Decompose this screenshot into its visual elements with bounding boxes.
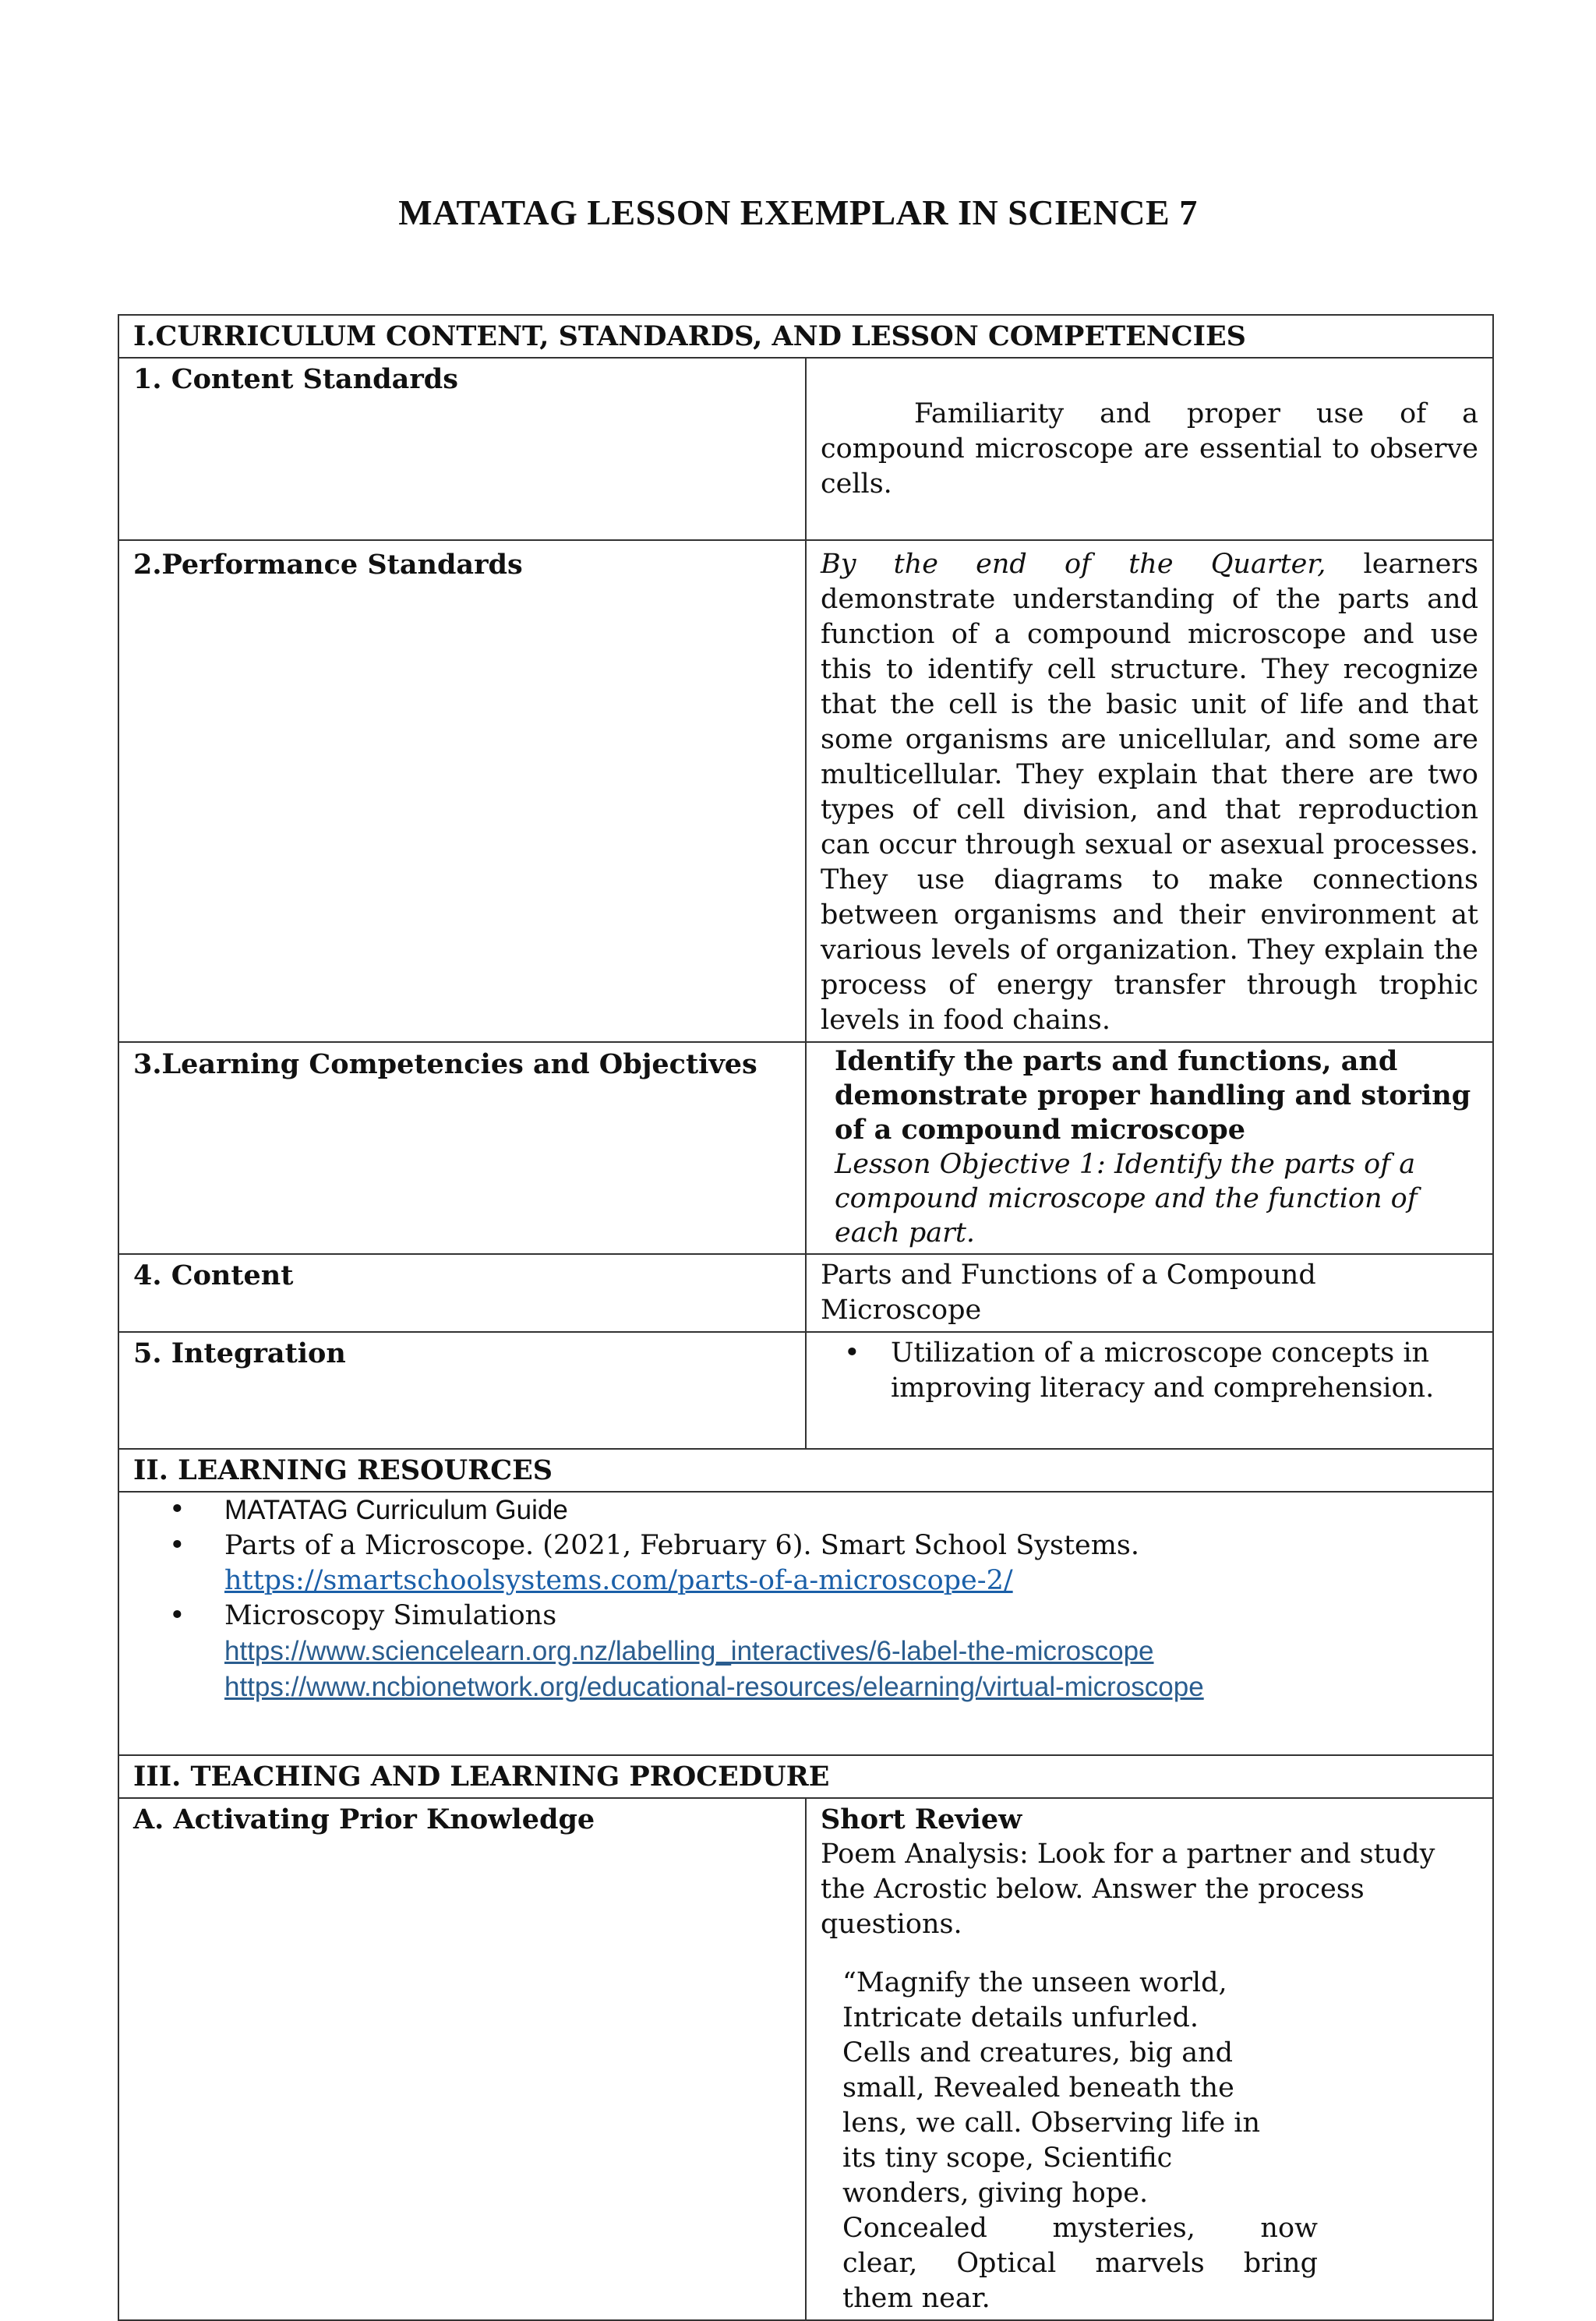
short-review-heading: Short Review	[821, 1803, 1022, 1835]
resource-item-simulations	[119, 1599, 1478, 1705]
learning-competencies-cell	[806, 1042, 1493, 1254]
performance-standards-body: learners demonstrate understanding of the parts and function of a compound microscope and use this to identify cell structure. They recognize that the cell is the basic unit of life and that some organisms are unicellular, and some are multicellular. They explain that there are two types of cell division, and that reproduction can occur through sexual or asexual processes. They use diagrams to make connections between organisms and their environment at various levels of organization. They explain the process of energy transfer through trophic levels in food chains.	[821, 549, 1478, 1036]
poem-line: clear, Optical marvels bring	[842, 2248, 1318, 2279]
content-standards-label: 1. Content Standards	[118, 358, 806, 540]
performance-standards-label: 2.Performance Standards	[118, 540, 806, 1042]
poem-line: Intricate details unfurled.	[842, 2002, 1199, 2033]
integration-cell	[806, 1332, 1493, 1449]
integration-item-text: Utilization of a microscope concepts in improving literacy and comprehension.	[891, 1337, 1435, 1404]
content-label: 4. Content	[118, 1254, 806, 1332]
activating-cell	[806, 1798, 1493, 2320]
poem-line: “Magnify the unseen world,	[842, 1967, 1227, 1998]
resource-item-guide	[119, 1493, 1478, 1528]
poem-instructions: Poem Analysis: Look for a partner and study the Acrostic below. Answer the process questions.	[821, 1839, 1435, 1940]
resource-bullet: •	[169, 1494, 185, 1525]
integration-label: 5. Integration	[118, 1332, 806, 1449]
resource-simulation-link-1[interactable]: https://www.sciencelearn.org.nz/labelling_interactives/6-label-the-microscope	[224, 1636, 1154, 1666]
resource-item-parts	[119, 1528, 1478, 1599]
integration-item	[821, 1336, 1478, 1406]
poem-line: Cells and creatures, big and	[842, 2037, 1234, 2068]
resource-simulations-text: Microscopy Simulations	[224, 1600, 557, 1631]
resource-bullet: •	[169, 1530, 185, 1561]
resource-guide-text: MATATAG Curriculum Guide	[224, 1495, 568, 1525]
document-title: MATATAG LESSON EXEMPLAR IN SCIENCE 7	[398, 193, 1198, 232]
lesson-table	[118, 314, 1494, 2321]
lesson-objective-text: Lesson Objective 1: Identify the parts of a compound microscope and the function of each part.	[835, 1149, 1418, 1249]
poem-line: lens, we call. Observing life in	[842, 2107, 1261, 2139]
performance-standards-intro: By the end of the Quarter,	[821, 549, 1326, 580]
resource-bullet: •	[169, 1600, 185, 1631]
section-1-heading: I.CURRICULUM CONTENT, STANDARDS, AND LESSON COMPETENCIES	[118, 315, 1493, 358]
section-2-heading: II. LEARNING RESOURCES	[118, 1449, 1493, 1492]
integration-bullet: •	[844, 1337, 860, 1369]
competency-text: Identify the parts and functions, and demonstrate proper handling and storing of a compound microscope	[835, 1045, 1471, 1146]
resource-parts-link[interactable]: https://smartschoolsystems.com/parts-of-a-microscope-2/	[224, 1565, 1013, 1596]
section-3-heading: III. TEACHING AND LEARNING PROCEDURE	[118, 1755, 1493, 1798]
poem-line: them near.	[842, 2283, 990, 2314]
content-text: Parts and Functions of a Compound Microscope	[806, 1254, 1493, 1332]
resources-cell	[118, 1492, 1493, 1755]
poem-line: small, Revealed beneath the	[842, 2072, 1234, 2104]
activating-label: A. Activating Prior Knowledge	[118, 1798, 806, 2320]
resource-parts-text: Parts of a Microscope. (2021, February 6). Smart School Systems.	[224, 1530, 1140, 1561]
resource-simulation-link-2[interactable]: https://www.ncbionetwork.org/educational-resources/elearning/virtual-microscope	[224, 1672, 1204, 1702]
acrostic-poem	[842, 1966, 1318, 2316]
performance-standards-text	[806, 540, 1493, 1042]
poem-line: wonders, giving hope.	[842, 2178, 1149, 2209]
learning-competencies-label: 3.Learning Competencies and Objectives	[118, 1042, 806, 1254]
content-standards-text: Familiarity and proper use of a compound microscope are essential to observe cells.	[806, 358, 1493, 540]
poem-line: its tiny scope, Scientific	[842, 2143, 1173, 2174]
resources-list	[119, 1493, 1478, 1705]
poem-line: Concealed mysteries, now	[842, 2213, 1318, 2244]
